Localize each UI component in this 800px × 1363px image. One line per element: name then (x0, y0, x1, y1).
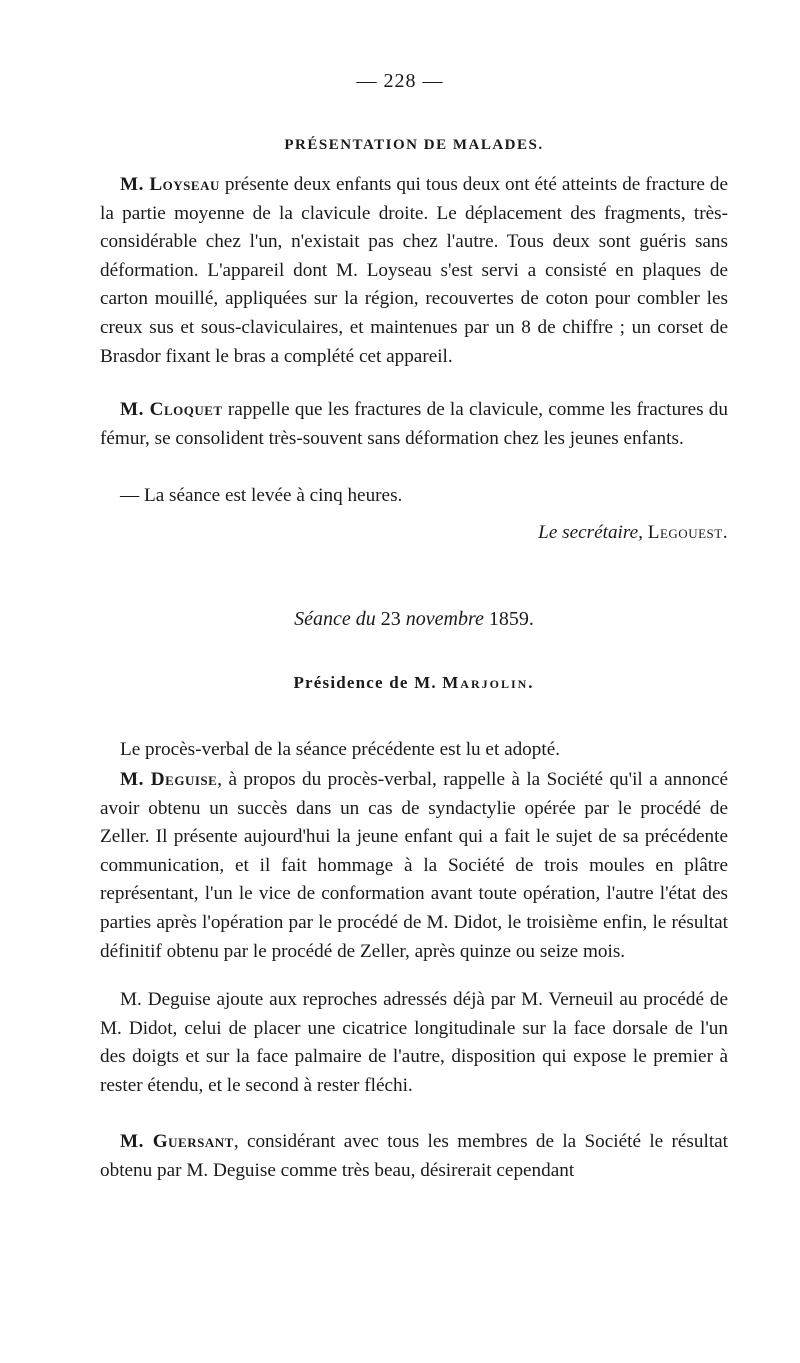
session-title: Séance du 23 novembre 1859. (294, 608, 534, 630)
paragraph-deguise (100, 766, 728, 966)
secretary-signature (100, 522, 742, 544)
paragraph-text: — La séance est levée à cinq heures. (120, 485, 403, 506)
paragraph-text: présente deux enfants qui tous deux ont été atteints de fracture de la partie moyenne de la clavicule droite. Le déplacement des fragments, très-considérable chez l'un, n'existait pas chez l'autre. Tous deux sont guéris sans déformation. L'appareil dont M. Loyseau s'est servi a consisté en plaques de carton mouillé, appliquées sur la région, recouvertes de coton pour combler les creux sus et sous-claviculaires, et maintenues par un 8 de chiffre ; un corset de Brasdor fixant le bras a complété cet appareil. (100, 174, 729, 367)
paragraph-text: , considérant avec tous les membres de la Société le résultat obtenu par M. Deguise comme très beau, désirerait cependant (100, 1131, 728, 1181)
presidence-line: Présidence de M. Marjolin. (293, 673, 535, 692)
speaker-name: M. Guersant (120, 1131, 234, 1152)
session-day: 23 (380, 608, 401, 630)
paragraph-text: rappelle que les fractures de la clavicule, comme les fractures du fémur, se consolident très-souvent sans déformation chez les jeunes enfants. (100, 399, 728, 449)
speaker-name: M. Cloquet (120, 399, 223, 420)
signature-name: Legouest. (647, 522, 728, 543)
paragraph-deguise-ajoute (100, 986, 728, 1100)
section-heading: PRÉSENTATION DE MALADES. (284, 137, 544, 153)
president-name: Marjolin. (442, 673, 535, 692)
speaker-name: M. Loyseau (120, 174, 220, 195)
paragraph-guersant (100, 1128, 728, 1185)
paragraph-text: Le procès-verbal de la séance précédente est lu et adopté. (120, 739, 561, 760)
session-year: 1859. (488, 608, 534, 630)
paragraph-closing (100, 482, 728, 511)
paragraph-cloquet (100, 396, 728, 453)
paragraph-text: M. Deguise ajoute aux reproches adressés déjà par M. Verneuil au procédé de M. Didot, celui de placer une cicatrice longitudinale sur la face dorsale de l'un des doigts et sur la face palmaire de l'autre, disposition qui expose le premier à rester étendu, et le second à rester fléchi. (100, 989, 728, 1096)
paragraph-proces-verbal (100, 736, 728, 765)
paragraph-text: , à propos du procès-verbal, rappelle à la Société qu'il a annoncé avoir obtenu un succès dans un cas de syndactylie opérée par le procédé de Zeller. Il présente aujourd'hui la jeune enfant qui a fait le sujet de sa précédente communication, et il fait hommage à la Société de trois moules en plâtre représentant, l'un le vice de conformation avant toute opération, l'autre l'état des parties après l'opération par le procédé de M. Didot, le troisième enfin, le résultat définitif obtenu par le procédé de Zeller, après quinze ou seize mois. (100, 769, 728, 962)
page-number: — 228 — (356, 70, 444, 92)
paragraph-loyseau (100, 171, 728, 371)
signature-role: Le secrétaire, (538, 522, 643, 543)
speaker-name: M. Deguise (120, 769, 218, 790)
